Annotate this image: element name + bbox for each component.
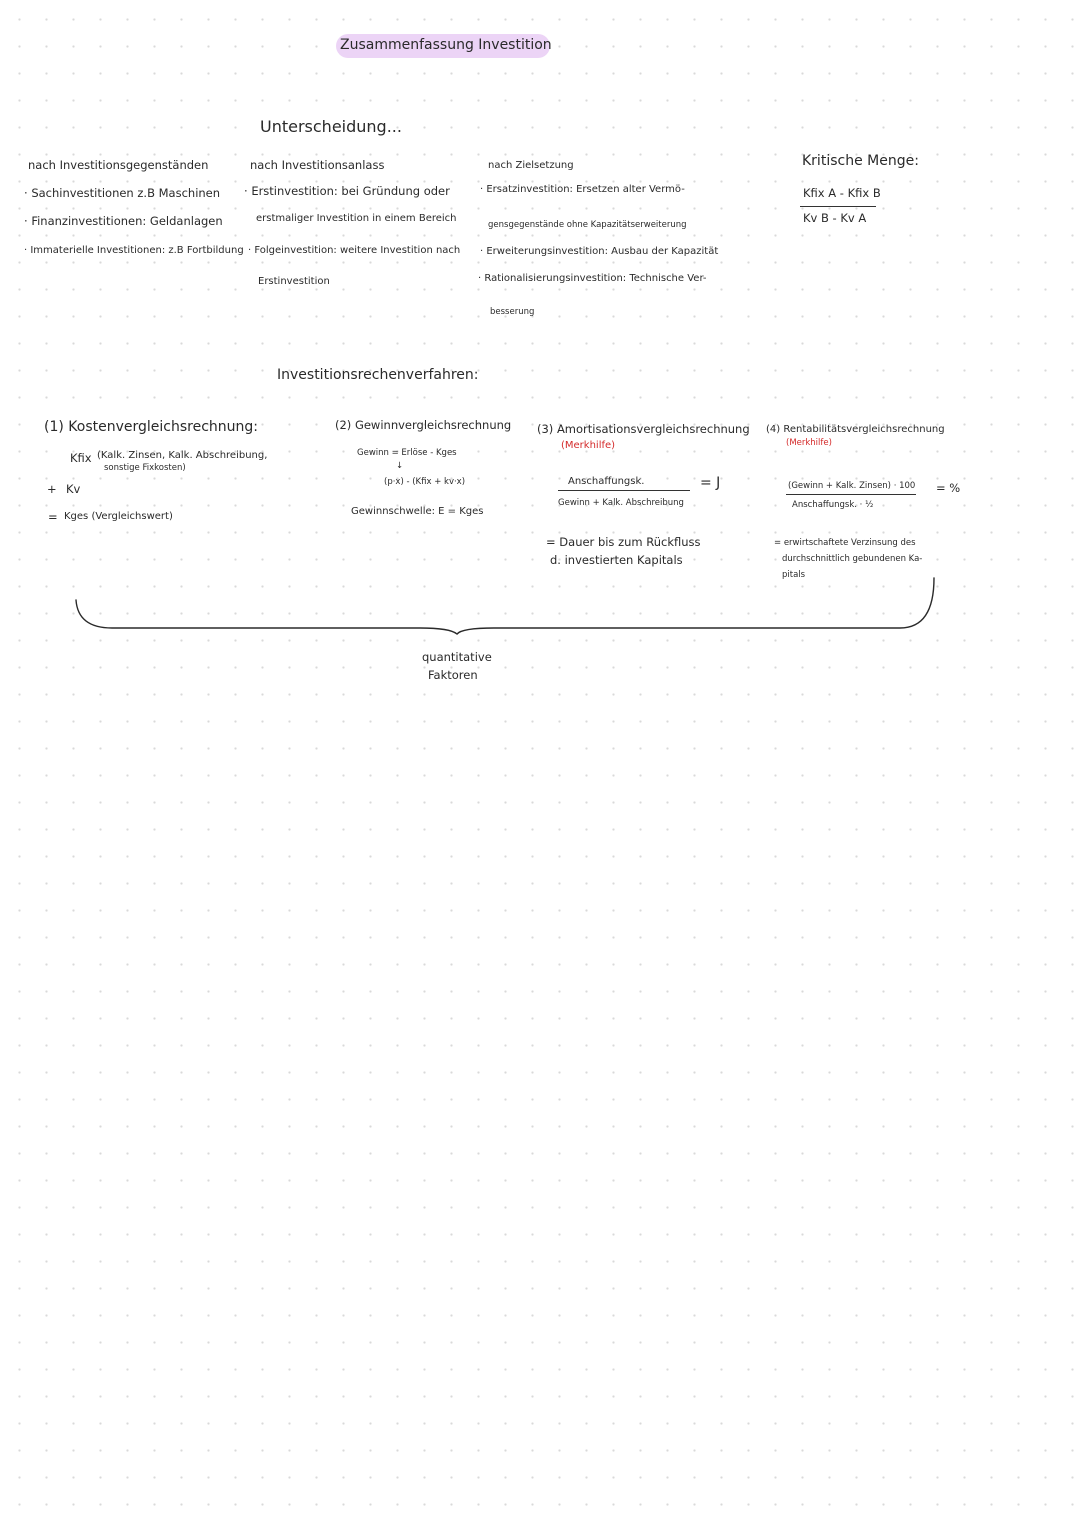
amortisation-heading: (3) Amortisationsvergleichsrechnung: [537, 422, 750, 436]
amortisation-note-cont: d. investierten Kapitals: [550, 553, 683, 567]
kosten-kfix-detail-cont: sonstige Fixkosten): [104, 463, 186, 473]
gegenstand-heading: nach Investitionsgegenständen: [28, 158, 209, 172]
rentabilitaet-heading: (4) Rentabilitätsvergleichsrechnung: [766, 424, 945, 435]
ziel-rational: · Rationalisierungsinvestition: Technische Ver-: [478, 273, 707, 284]
kosten-equals: =: [48, 510, 58, 524]
kosten-heading: (1) Kostenvergleichsrechnung:: [44, 419, 259, 435]
kritisch-denominator: Kv B - Kv A: [803, 211, 867, 225]
rentabilitaet-numerator: (Gewinn + Kalk. Zinsen) · 100: [788, 481, 916, 491]
gewinn-arrow: ↓: [396, 461, 404, 471]
ziel-ersatz: · Ersatzinvestition: Ersetzen alter Vermö-: [480, 184, 685, 195]
ziel-ersatz-cont: gensgegenstände ohne Kapazitätserweiterung: [488, 220, 687, 230]
kritisch-numerator: Kfix A - Kfix B: [803, 186, 881, 200]
gewinn-schwelle: Gewinnschwelle: E = Kges: [351, 506, 484, 517]
amortisation-merkhilfe: (Merkhilfe): [561, 440, 616, 451]
gegenstand-item: · Sachinvestitionen z.B Maschinen: [24, 186, 221, 200]
anlass-folge-cont: Erstinvestition: [258, 276, 330, 287]
rentabilitaet-result: = %: [936, 481, 961, 495]
brace-label-cont: Faktoren: [428, 668, 478, 682]
rentabilitaet-denominator: Anschaffungsk. · ½: [792, 500, 874, 510]
kosten-kv: Kv: [66, 482, 81, 496]
anlass-erst-cont: erstmaliger Investition in einem Bereich: [256, 213, 457, 224]
anlass-heading: nach Investitionsanlass: [250, 158, 385, 172]
verfahren-heading: Investitionsrechenverfahren:: [277, 367, 479, 383]
anlass-erst: · Erstinvestition: bei Gründung oder: [244, 184, 450, 198]
gegenstand-item: · Finanzinvestitionen: Geldanlagen: [24, 214, 223, 228]
rentabilitaet-note: = erwirtschaftete Verzinsung des: [774, 538, 916, 548]
brace-label: quantitative: [422, 650, 492, 664]
ziel-heading: nach Zielsetzung: [488, 160, 574, 171]
rentabilitaet-note-cont: pitals: [782, 570, 806, 580]
anlass-folge: · Folgeinvestition: weitere Investition nach: [248, 245, 461, 256]
gewinn-formula: Gewinn = Erlöse - Kges: [357, 448, 457, 458]
amortisation-denominator: Gewinn + Kalk. Abschreibung: [558, 498, 684, 508]
kritisch-heading: Kritische Menge:: [802, 153, 919, 169]
kosten-kges: Kges (Vergleichswert): [64, 511, 173, 522]
gegenstand-item: · Immaterielle Investitionen: z.B Fortbildung: [24, 245, 244, 256]
amortisation-numerator: Anschaffungsk.: [568, 476, 645, 487]
kosten-kfix: Kfix: [70, 451, 92, 465]
kosten-plus: +: [47, 482, 57, 496]
gewinn-expanded: (p·x) - (Kfix + kv·x): [384, 477, 466, 487]
unterscheidung-heading: Unterscheidung...: [260, 117, 402, 136]
gewinn-heading: (2) Gewinnvergleichsrechnung: [335, 418, 512, 432]
kosten-kfix-detail: (Kalk. Zinsen, Kalk. Abschreibung,: [97, 450, 268, 461]
page-title: Zusammenfassung Investition: [340, 37, 552, 53]
rentabilitaet-merkhilfe: (Merkhilfe): [786, 438, 832, 448]
ziel-rational-cont: besserung: [490, 307, 535, 317]
ziel-erweiterung: · Erweiterungsinvestition: Ausbau der Kapazität: [480, 246, 719, 257]
amortisation-note: = Dauer bis zum Rückfluss: [546, 535, 701, 549]
amortisation-result: = J: [700, 475, 721, 491]
rentabilitaet-note-cont: durchschnittlich gebundenen Ka-: [782, 554, 923, 564]
